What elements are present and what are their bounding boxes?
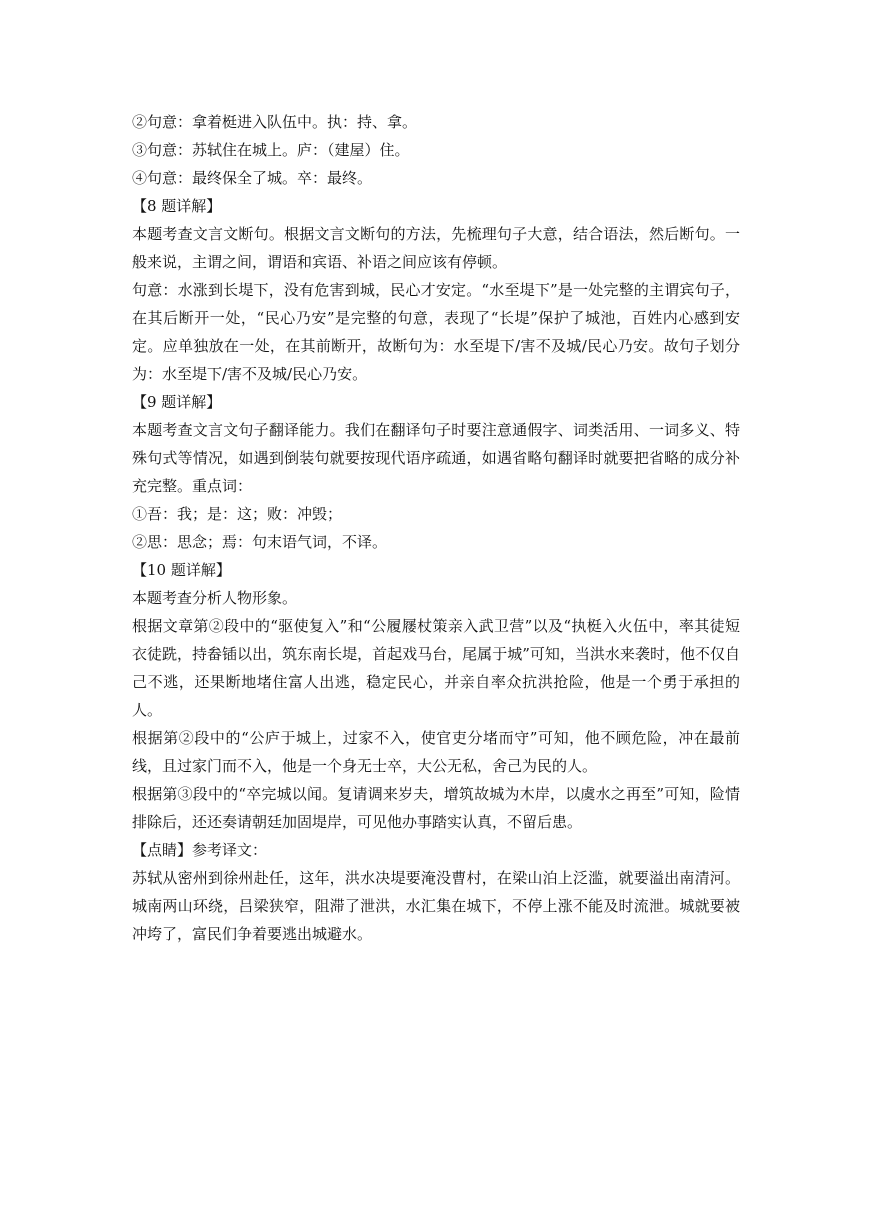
paragraph-q8-intro: 本题考查文言文断句。根据文言文断句的方法，先梳理句子大意，结合语法，然后断句。一般来说，主谓之间，谓语和宾语、补语之间应该有停顿。 (132, 225, 740, 271)
paragraph-q9-word-1: ①吾：我；是：这；败：冲毁； (132, 505, 343, 523)
paragraph-q10-analysis-2: 根据第②段中的“公庐于城上，过家不入，使官吏分堵而守”可知，他不顾危险，冲在最前线，且过家门而不入，他是一个身无士卒，大公无私，舍己为民的人。 (132, 729, 740, 775)
paragraph-translation: 苏轼从密州到徐州赴任，这年，洪水决堤要淹没曹村，在梁山泊上泛滥，就要溢出南清河。城南两山环绕，吕梁狭窄，阻滞了泄洪，水汇集在城下，不停上涨不能及时流泄。城就要被冲垮了，富民们争着要逃出城避水。 (132, 869, 740, 943)
document-body (132, 108, 740, 948)
heading-q8: 【8 题详解】 (132, 197, 222, 215)
paragraph-sentence-2: ②句意：拿着梃进入队伍中。执：持、拿。 (132, 113, 418, 131)
heading-translation: 【点睛】参考译文： (132, 841, 268, 859)
paragraph-q8-analysis: 句意：水涨到长堤下，没有危害到城，民心才安定。“水至堤下”是一处完整的主谓宾句子，在其后断开一处，“民心乃安”是完整的句意，表现了“长堤”保护了城池，百姓内心感到安定。应单独放在一处，在其前断开，故断句为：水至堤下/害不及城/民心乃安。故句子划分为：水至堤下/害不及城/民心乃安。 (132, 281, 740, 383)
paragraph-q10-analysis-3: 根据第③段中的“卒完城以闻。复请调来岁夫，增筑故城为木岸，以虞水之再至”可知，险情排除后，还还奏请朝廷加固堤岸，可见他办事踏实认真，不留后患。 (132, 785, 740, 831)
paragraph-sentence-4: ④句意：最终保全了城。卒：最终。 (132, 169, 373, 187)
heading-q10: 【10 题详解】 (132, 561, 231, 579)
heading-q9: 【9 题详解】 (132, 393, 222, 411)
paragraph-q9-intro: 本题考查文言文句子翻译能力。我们在翻译句子时要注意通假字、词类活用、一词多义、特殊句式等情况，如遇到倒装句就要按现代语序疏通，如遇省略句翻译时就要把省略的成分补充完整。重点词： (132, 421, 740, 495)
paragraph-sentence-3: ③句意：苏轼住在城上。庐：（建屋）住。 (132, 141, 410, 159)
paragraph-q10-analysis-1: 根据文章第②段中的“驱使复入”和“公履屦杖策亲入武卫营”以及“执梃入火伍中，率其徒短衣徒跣，持畚锸以出，筑东南长堤，首起戏马台，尾属于城”可知，当洪水来袭时，他不仅自己不逃，还果断地堵住富人出逃，稳定民心，并亲自率众抗洪抢险，他是一个勇于承担的人。 (132, 617, 740, 719)
paragraph-q9-word-2: ②思：思念；焉：句末语气词，不译。 (132, 533, 388, 551)
paragraph-q10-intro: 本题考查分析人物形象。 (132, 589, 298, 607)
